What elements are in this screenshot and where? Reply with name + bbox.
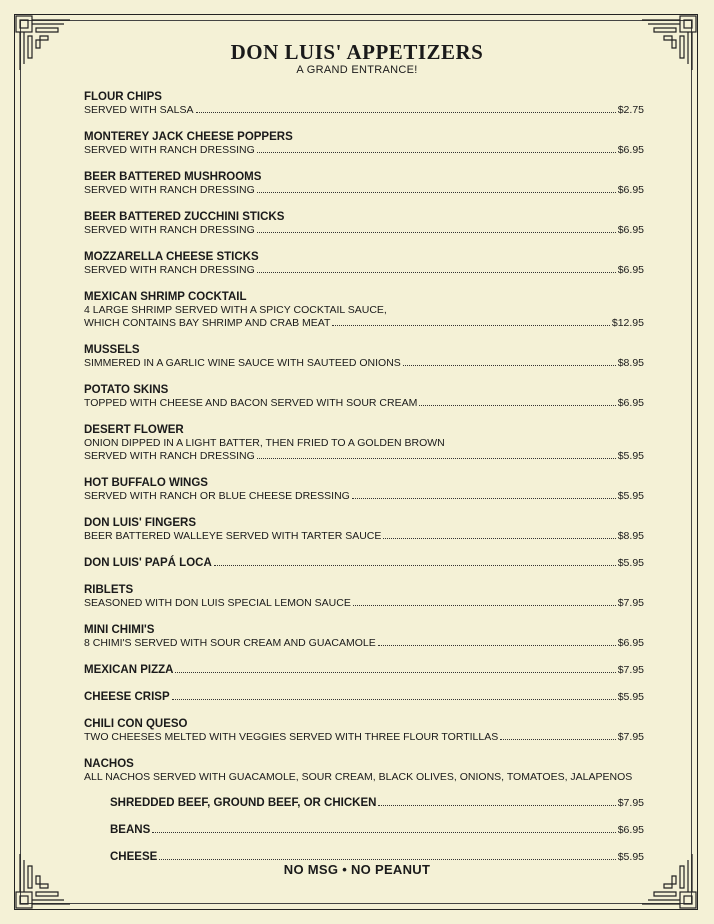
item-price: $6.95 bbox=[617, 397, 644, 409]
dot-leader bbox=[175, 672, 615, 673]
item-name: BEER BATTERED ZUCCHINI STICKS bbox=[84, 211, 285, 223]
item-price: $6.95 bbox=[617, 264, 644, 276]
item-name: MEXICAN SHRIMP COCKTAIL bbox=[84, 291, 247, 303]
price-line bbox=[84, 530, 644, 543]
dot-leader bbox=[159, 859, 615, 860]
item-price: $5.95 bbox=[617, 691, 644, 703]
item-price: $2.75 bbox=[617, 104, 644, 116]
dot-leader bbox=[257, 272, 616, 273]
item-price: $5.95 bbox=[617, 851, 644, 863]
price-line bbox=[110, 796, 644, 810]
menu-item bbox=[84, 690, 644, 704]
price-line bbox=[84, 104, 644, 117]
menu-item bbox=[84, 250, 644, 277]
menu-item bbox=[84, 476, 644, 503]
item-description: SERVED WITH RANCH DRESSING bbox=[84, 184, 255, 196]
price-line bbox=[84, 450, 644, 463]
dot-leader bbox=[196, 112, 616, 113]
item-name: BEER BATTERED MUSHROOMS bbox=[84, 171, 262, 183]
price-line bbox=[84, 663, 644, 677]
item-name: DON LUIS' FINGERS bbox=[84, 517, 196, 529]
menu-item bbox=[84, 623, 644, 650]
footer-note: NO MSG • NO PEANUT bbox=[283, 862, 431, 877]
dot-leader bbox=[403, 365, 616, 366]
item-name: CHEESE CRISP bbox=[84, 691, 170, 703]
price-line bbox=[110, 823, 644, 837]
price-line bbox=[84, 224, 644, 237]
menu-item bbox=[84, 290, 644, 330]
nachos-option bbox=[110, 796, 644, 810]
item-description: SERVED WITH RANCH DRESSING bbox=[84, 224, 255, 236]
menu-item bbox=[84, 583, 644, 610]
item-price: $12.95 bbox=[611, 317, 644, 329]
item-description: SEASONED WITH DON LUIS SPECIAL LEMON SAUCE bbox=[84, 597, 351, 609]
nachos-option bbox=[110, 823, 644, 837]
item-price: $6.95 bbox=[617, 824, 644, 836]
menu-item bbox=[84, 170, 644, 197]
menu-item bbox=[84, 130, 644, 157]
item-description: TOPPED WITH CHEESE AND BACON SERVED WITH SOUR CREAM bbox=[84, 397, 418, 409]
item-description: 8 CHIMI'S SERVED WITH SOUR CREAM AND GUACAMOLE bbox=[84, 637, 376, 649]
item-description: WHICH CONTAINS BAY SHRIMP AND CRAB MEAT bbox=[84, 317, 331, 329]
item-name: MONTEREY JACK CHEESE POPPERS bbox=[84, 131, 293, 143]
item-description: SERVED WITH RANCH DRESSING bbox=[84, 450, 255, 462]
price-line bbox=[84, 556, 644, 570]
item-price: $6.95 bbox=[617, 637, 644, 649]
item-name: SHREDDED BEEF, GROUND BEEF, OR CHICKEN bbox=[110, 797, 377, 809]
dot-leader bbox=[352, 498, 616, 499]
dot-leader bbox=[500, 739, 615, 740]
item-price: $7.95 bbox=[617, 731, 644, 743]
item-price: $7.95 bbox=[617, 597, 644, 609]
item-price: $6.95 bbox=[617, 144, 644, 156]
dot-leader bbox=[172, 699, 616, 700]
item-name: RIBLETS bbox=[84, 584, 134, 596]
dot-leader bbox=[419, 405, 615, 406]
menu-item bbox=[84, 663, 644, 677]
menu-item bbox=[84, 383, 644, 410]
item-description: BEER BATTERED WALLEYE SERVED WITH TARTER SAUCE bbox=[84, 530, 382, 542]
item-description: SERVED WITH RANCH OR BLUE CHEESE DRESSING bbox=[84, 490, 350, 502]
item-name: DON LUIS' PAPÁ LOCA bbox=[84, 557, 212, 569]
menu-item bbox=[84, 516, 644, 543]
price-line bbox=[84, 397, 644, 410]
dot-leader bbox=[378, 805, 615, 806]
price-line bbox=[84, 184, 644, 197]
dot-leader bbox=[152, 832, 615, 833]
menu-item bbox=[84, 90, 644, 117]
dot-leader bbox=[353, 605, 616, 606]
item-price: $7.95 bbox=[617, 797, 644, 809]
item-name: FLOUR CHIPS bbox=[84, 91, 162, 103]
item-name: BEANS bbox=[110, 824, 151, 836]
item-description: TWO CHEESES MELTED WITH VEGGIES SERVED WITH THREE FLOUR TORTILLAS bbox=[84, 731, 499, 743]
price-line bbox=[84, 597, 644, 610]
dot-leader bbox=[378, 645, 616, 646]
menu-item bbox=[84, 423, 644, 463]
item-price: $5.95 bbox=[617, 557, 644, 569]
item-description: SERVED WITH RANCH DRESSING bbox=[84, 144, 255, 156]
dot-leader bbox=[332, 325, 609, 326]
item-name: POTATO SKINS bbox=[84, 384, 169, 396]
item-description: SIMMERED IN A GARLIC WINE SAUCE WITH SAUTEED ONIONS bbox=[84, 357, 401, 369]
item-price: $5.95 bbox=[617, 450, 644, 462]
menu-item bbox=[84, 343, 644, 370]
page-title: DON LUIS' APPETIZERS bbox=[230, 40, 484, 64]
price-line bbox=[84, 637, 644, 650]
price-line bbox=[84, 357, 644, 370]
dot-leader bbox=[257, 232, 616, 233]
dot-leader bbox=[257, 192, 616, 193]
item-name: HOT BUFFALO WINGS bbox=[84, 477, 208, 489]
dot-leader bbox=[383, 538, 615, 539]
menu-item-nachos bbox=[84, 757, 644, 784]
item-name: MOZZARELLA CHEESE STICKS bbox=[84, 251, 259, 263]
item-description: 4 LARGE SHRIMP SERVED WITH A SPICY COCKTAIL SAUCE, bbox=[84, 304, 387, 316]
price-line bbox=[84, 144, 644, 157]
item-price: $8.95 bbox=[617, 530, 644, 542]
menu-item bbox=[84, 717, 644, 744]
item-name: NACHOS bbox=[84, 758, 134, 770]
item-description: ALL NACHOS SERVED WITH GUACAMOLE, SOUR CREAM, BLACK OLIVES, ONIONS, TOMATOES, JALAPENOS bbox=[84, 771, 633, 783]
dot-leader bbox=[257, 152, 616, 153]
item-description: ONION DIPPED IN A LIGHT BATTER, THEN FRIED TO A GOLDEN BROWN bbox=[84, 437, 445, 449]
item-description: SERVED WITH SALSA bbox=[84, 104, 194, 116]
corner-ornament-icon bbox=[640, 852, 698, 910]
corner-ornament-icon bbox=[14, 852, 72, 910]
dot-leader bbox=[214, 565, 616, 566]
item-description: SERVED WITH RANCH DRESSING bbox=[84, 264, 255, 276]
item-name: CHILI CON QUESO bbox=[84, 718, 188, 730]
item-name: MUSSELS bbox=[84, 344, 140, 356]
menu-item bbox=[84, 210, 644, 237]
item-name: DESERT FLOWER bbox=[84, 424, 184, 436]
menu-item bbox=[84, 556, 644, 570]
price-line bbox=[84, 490, 644, 503]
price-line bbox=[84, 731, 644, 744]
item-price: $8.95 bbox=[617, 357, 644, 369]
item-name: MEXICAN PIZZA bbox=[84, 664, 174, 676]
price-line bbox=[84, 317, 644, 330]
price-line bbox=[84, 690, 644, 704]
item-price: $7.95 bbox=[617, 664, 644, 676]
price-line bbox=[84, 264, 644, 277]
item-name: CHEESE bbox=[110, 851, 158, 863]
menu-list bbox=[84, 90, 644, 877]
page-subtitle: A GRAND ENTRANCE! bbox=[296, 64, 418, 76]
item-price: $5.95 bbox=[617, 490, 644, 502]
item-price: $6.95 bbox=[617, 184, 644, 196]
item-name: MINI CHIMI'S bbox=[84, 624, 155, 636]
item-price: $6.95 bbox=[617, 224, 644, 236]
dot-leader bbox=[257, 458, 616, 459]
